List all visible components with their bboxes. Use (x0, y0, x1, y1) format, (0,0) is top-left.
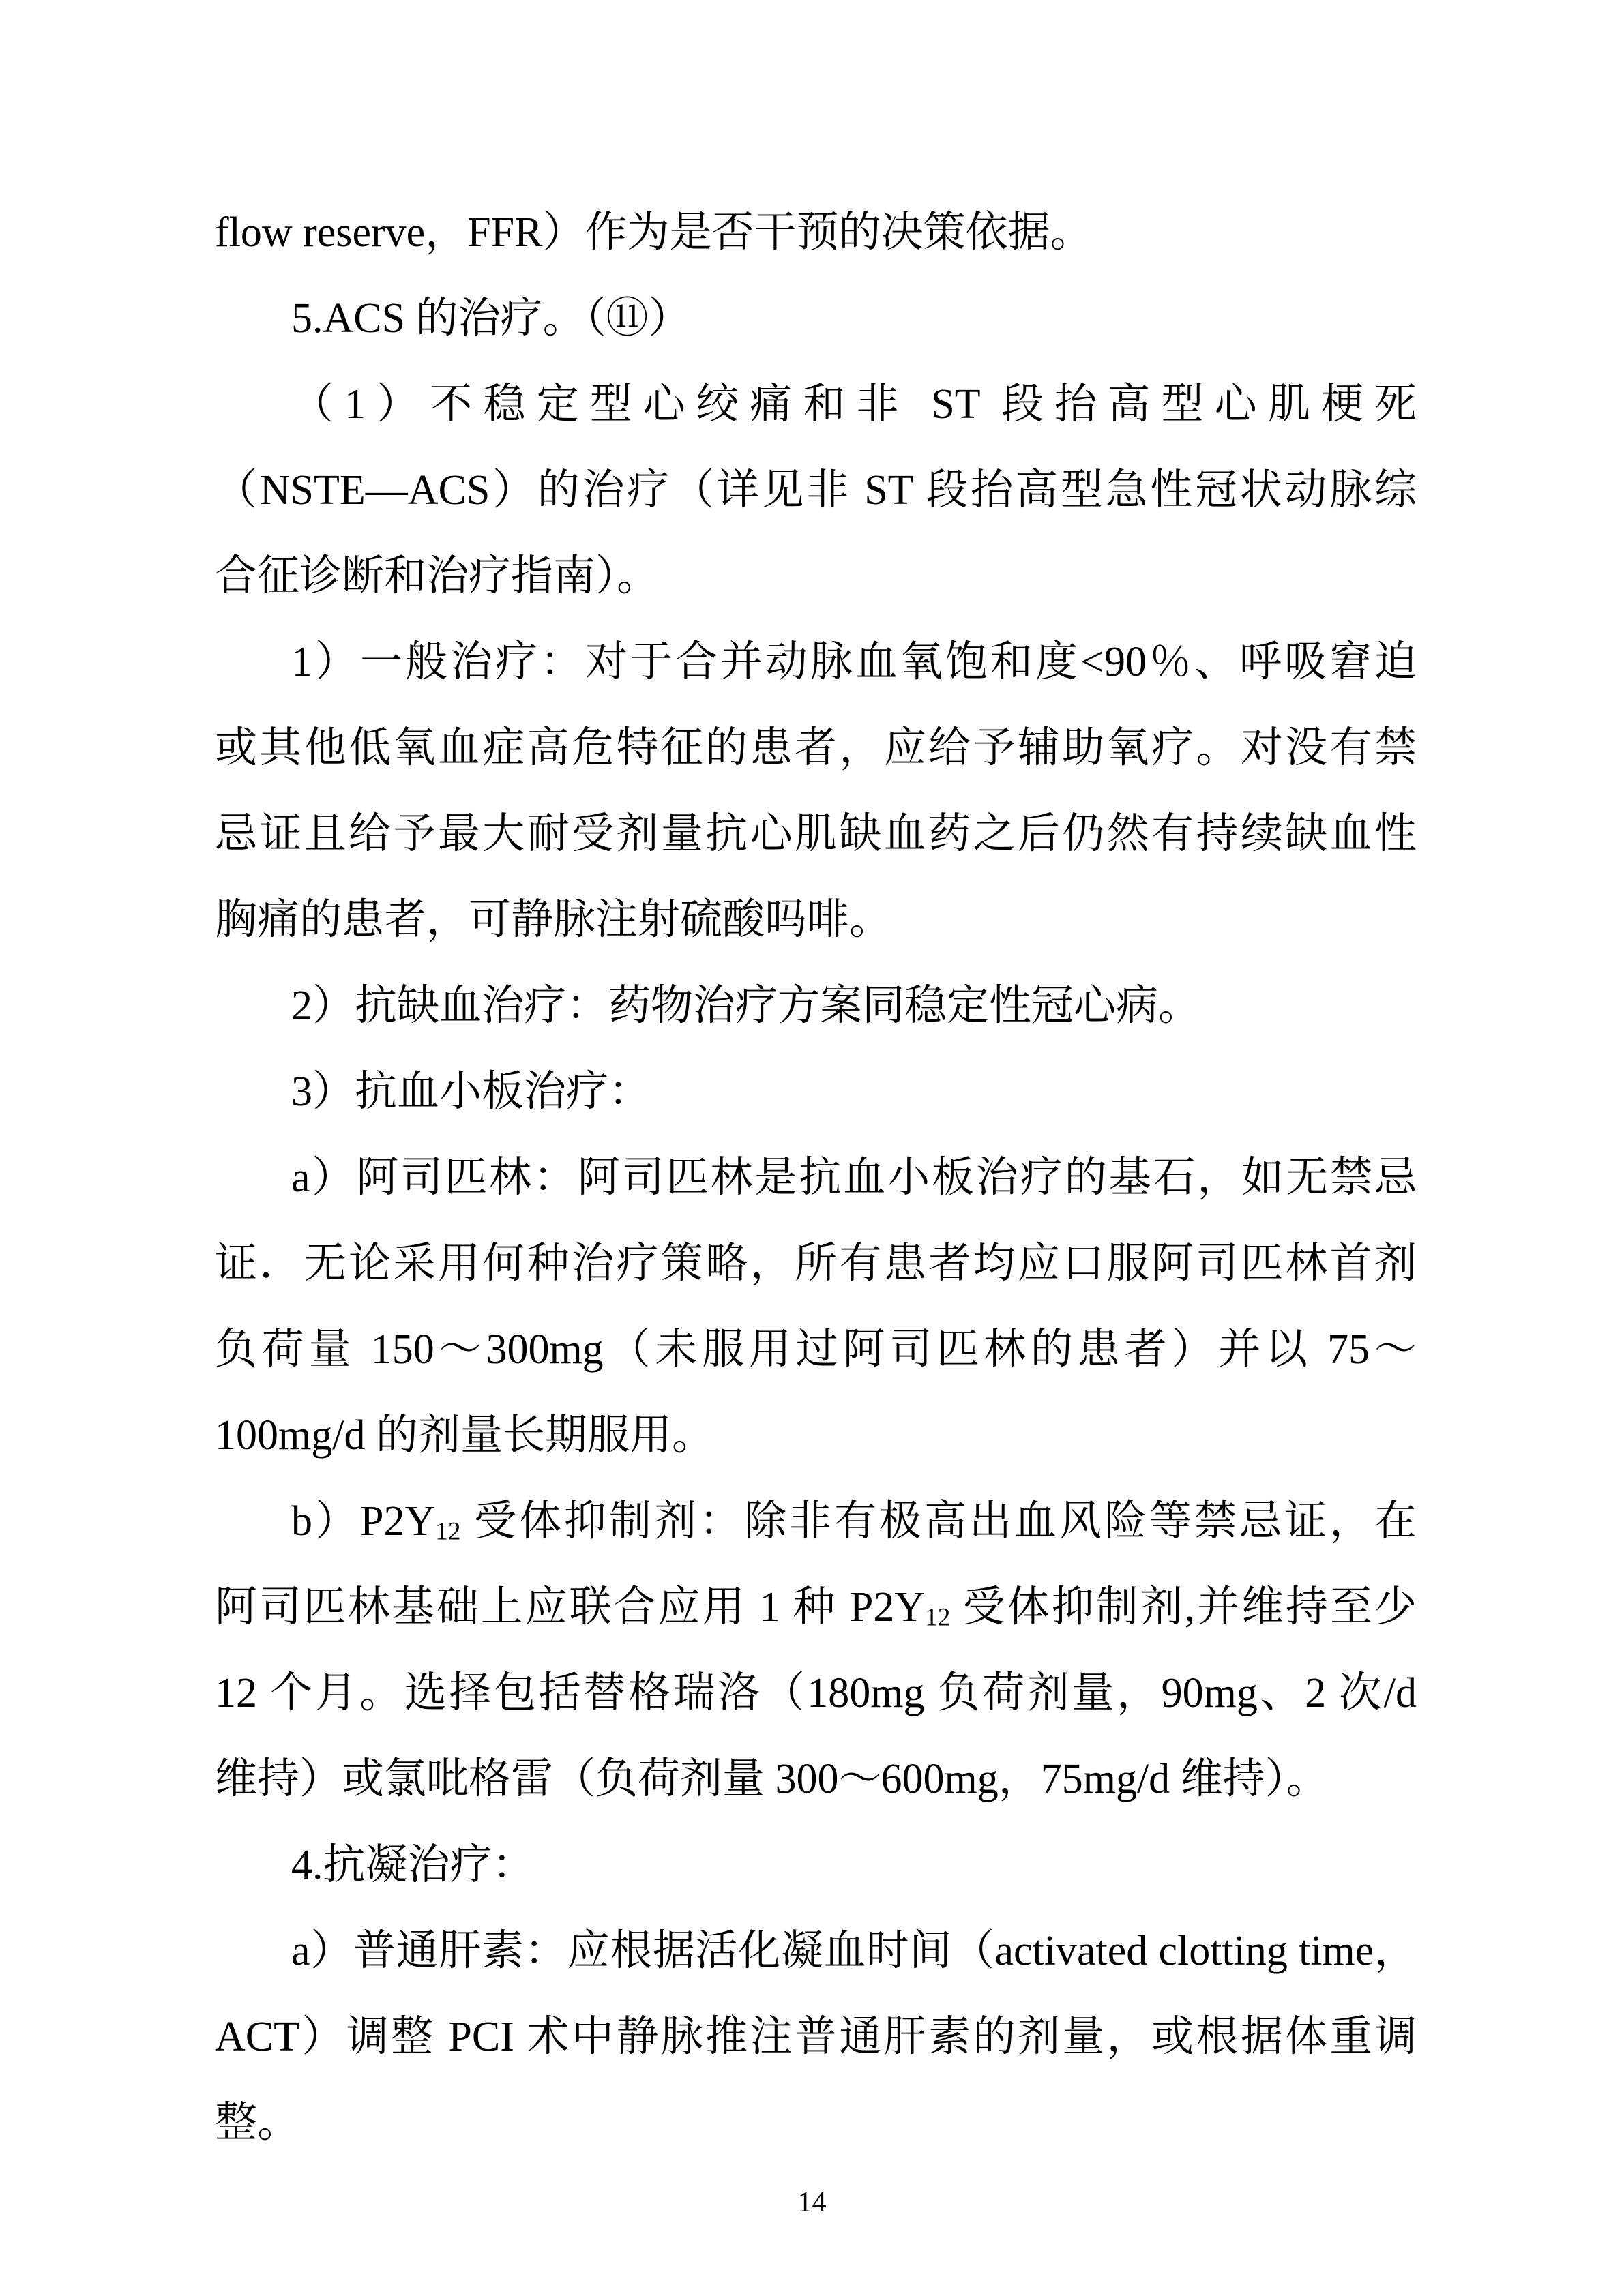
run-text: （NSTE—ACS）的治疗（详见非 ST 段抬高型急性冠状动脉综 (215, 467, 1417, 513)
run-text: 4.抗凝治疗： (291, 1842, 535, 1888)
text-line (215, 361, 1417, 447)
run-text: b）P2Y (291, 1498, 436, 1545)
text-block (215, 190, 1417, 2166)
text-line (215, 1908, 1417, 1994)
run-text: 维持）或氯吡格雷（负荷剂量 300～600mg，75mg/d 维持）。 (215, 1756, 1329, 1802)
text-line (215, 275, 1417, 361)
run-text: 阿司匹林基础上应联合应用 1 种 P2Y (215, 1584, 926, 1630)
run-text: a）阿司匹林：阿司匹林是抗血小板治疗的基石，如无禁忌 (291, 1154, 1417, 1201)
run-text: a）普通肝素：应根据活化凝血时间（activated clotting time， (291, 1928, 1417, 1974)
run-text: 100mg/d 的剂量长期服用。 (215, 1412, 714, 1459)
text-line (215, 1135, 1417, 1221)
run-text: 证．无论采用何种治疗策略，所有患者均应口服阿司匹林首剂 (215, 1240, 1417, 1287)
text-line (215, 190, 1417, 275)
text-line (215, 1392, 1417, 1478)
run-text: 2）抗缺血治疗：药物治疗方案同稳定性冠心病。 (291, 983, 1201, 1029)
page-number: 14 (797, 2187, 827, 2218)
run-text: 合征诊断和治疗指南）。 (215, 553, 660, 599)
run-text: 受体抑制剂,并维持至少 (950, 1584, 1417, 1630)
text-line (215, 1049, 1417, 1135)
run-text: 受体抑制剂：除非有极高出血风险等禁忌证，在 (460, 1498, 1417, 1545)
run-text: 12 个月。选择包括替格瑞洛（180mg 负荷剂量，90mg、2 次/d (215, 1670, 1417, 1716)
text-line (215, 877, 1417, 963)
text-line (215, 1221, 1417, 1307)
text-line (215, 619, 1417, 705)
run-text: 5.ACS 的治疗。（⑪） (291, 295, 691, 342)
text-line (215, 1307, 1417, 1392)
text-line (215, 1478, 1417, 1564)
text-line (215, 533, 1417, 619)
run-text: 3）抗血小板治疗： (291, 1069, 651, 1115)
text-line (215, 705, 1417, 791)
run-text: 忌证且给予最大耐受剂量抗心肌缺血药之后仍然有持续缺血性 (215, 811, 1417, 857)
text-line (215, 791, 1417, 877)
run-text: 胸痛的患者，可静脉注射硫酸吗啡。 (215, 897, 892, 943)
text-line (215, 447, 1417, 533)
text-line (215, 1822, 1417, 1908)
text-line (215, 963, 1417, 1049)
text-line (215, 1994, 1417, 2080)
run-text: 或其他低氧血症高危特征的患者，应给予辅助氧疗。对没有禁 (215, 725, 1417, 771)
text-line (215, 2080, 1417, 2166)
run-text: 1）一般治疗：对于合并动脉血氧饱和度<90％、呼吸窘迫 (291, 639, 1417, 685)
subscript-text: 12 (435, 1517, 461, 1546)
subscript-text: 12 (925, 1603, 951, 1632)
run-text: 负荷量 150～300mg（未服用过阿司匹林的患者）并以 75～ (215, 1326, 1417, 1373)
run-text: （1）不稳定型心绞痛和非 ST 段抬高型心肌梗死 (291, 381, 1417, 428)
run-text: 整。 (215, 2100, 300, 2146)
run-text: flow reserve，FFR）作为是否干预的决策依据。 (215, 209, 1093, 256)
text-line (215, 1736, 1417, 1822)
text-line (215, 1650, 1417, 1736)
run-text: ACT）调整 PCI 术中静脉推注普通肝素的剂量，或根据体重调 (215, 2014, 1417, 2060)
text-line (215, 1564, 1417, 1650)
